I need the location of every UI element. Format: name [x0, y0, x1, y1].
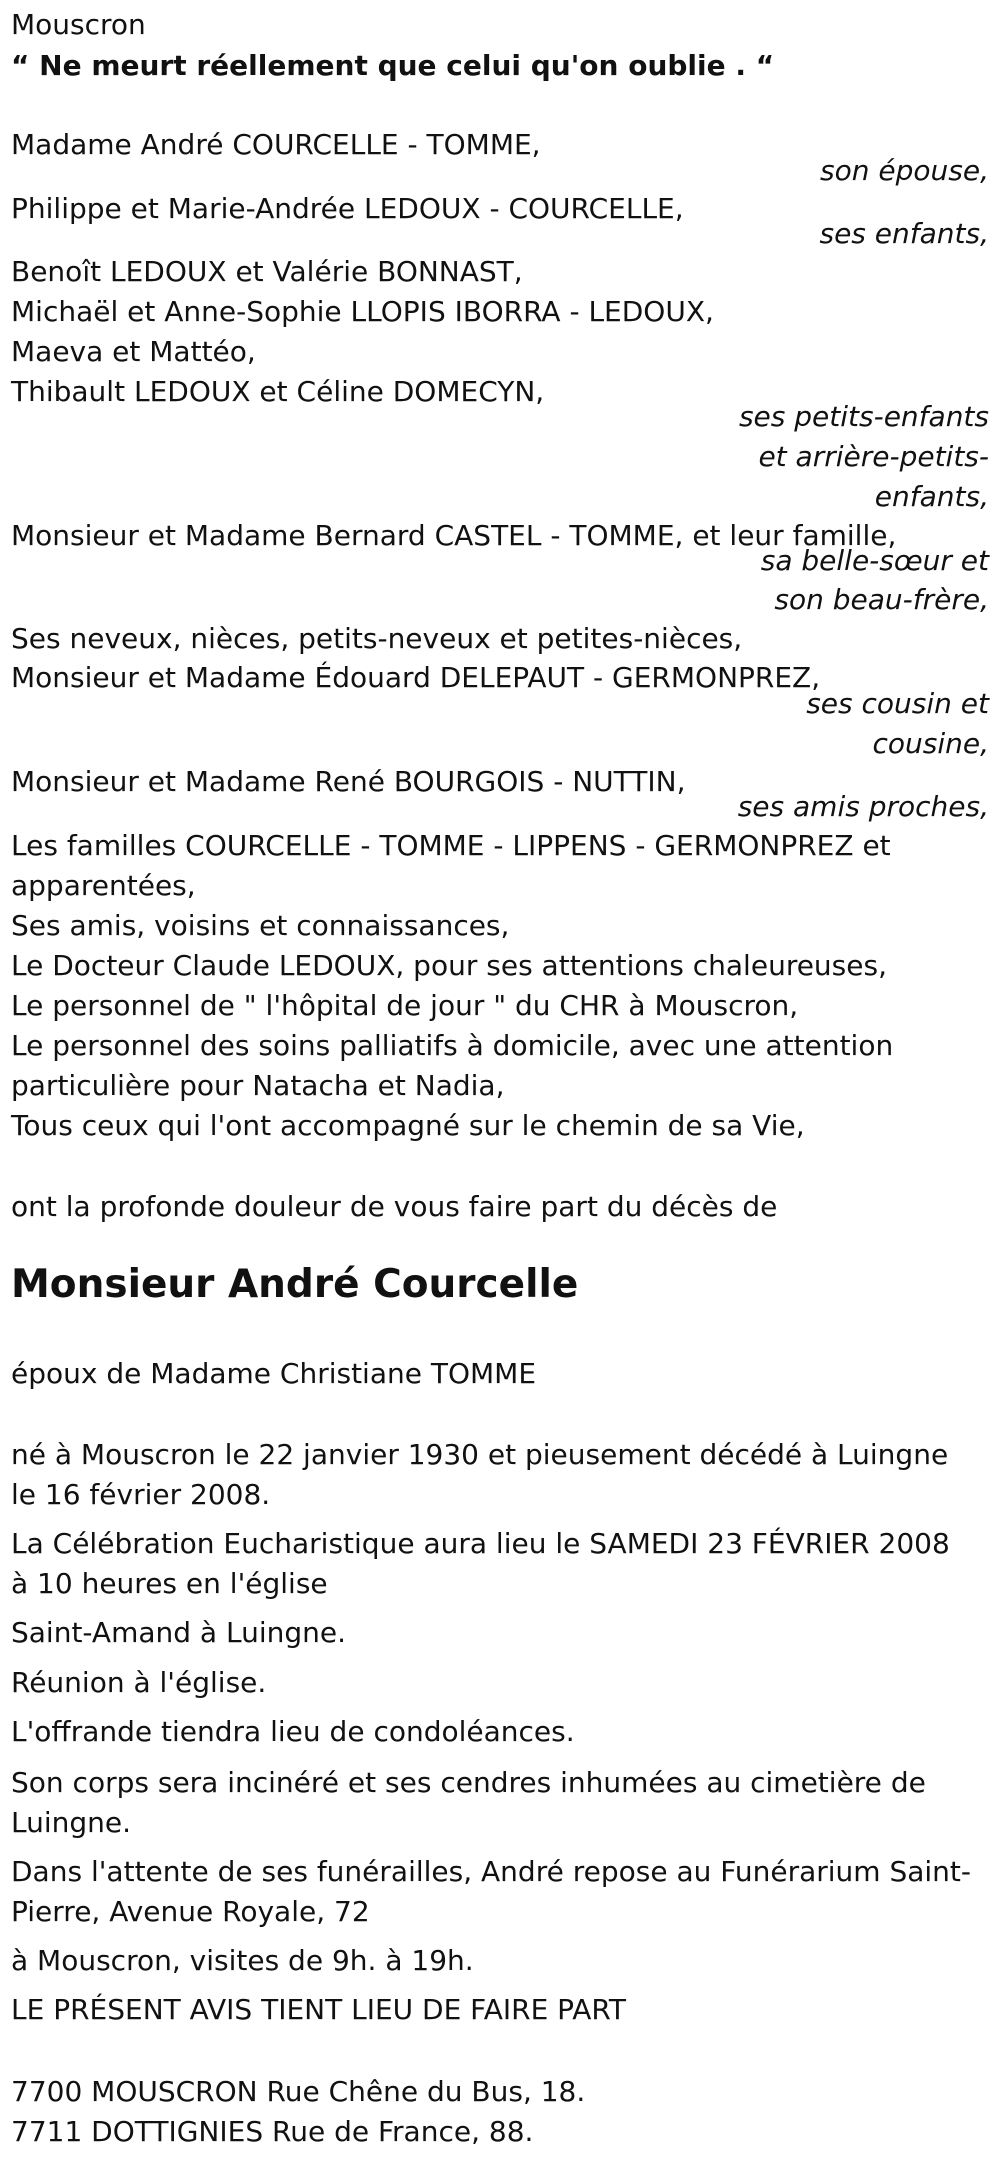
others-line: Tous ceux qui l'ont accompagné sur le chemin de sa Vie, [11, 1109, 805, 1142]
others-line: Le Docteur Claude LEDOUX, pour ses attentions chaleureuses, [11, 949, 887, 982]
memorial-quote: “ Ne meurt réellement que celui qu'on oublie . “ [11, 49, 775, 82]
spouse-line: époux de Madame Christiane TOMME [11, 1357, 537, 1390]
announcement: ont la profonde douleur de vous faire part du décès de [11, 1190, 778, 1223]
others-line: Les familles COURCELLE - TOMME - LIPPENS - GERMONPREZ et [11, 829, 891, 862]
family-line: Maeva et Mattéo, [11, 335, 256, 368]
relation-label: son beau-frère, [774, 583, 989, 616]
others-line: particulière pour Natacha et Nadia, [11, 1069, 505, 1102]
meeting-line: Réunion à l'église. [11, 1666, 267, 1699]
ceremony-line: La Célébration Eucharistique aura lieu le SAMEDI 23 FÉVRIER 2008 à 10 heures en l'église [11, 1527, 950, 1600]
address-line: 7711 DOTTIGNIES Rue de France, 88. [11, 2115, 534, 2148]
deceased-name: Monsieur André Courcelle [11, 1262, 579, 1307]
birth-death-line: né à Mouscron le 22 janvier 1930 et pieusement décédé à Luingne le 16 février 2008. [11, 1438, 949, 1511]
faire-part-line: LE PRÉSENT AVIS TIENT LIEU DE FAIRE PART [11, 1993, 626, 2026]
relation-label: son épouse, [820, 154, 989, 187]
relation-label: ses enfants, [819, 217, 989, 250]
others-line: apparentées, [11, 869, 196, 902]
others-line: Ses amis, voisins et connaissances, [11, 909, 510, 942]
relation-label: enfants, [874, 480, 989, 513]
family-line: Thibault LEDOUX et Céline DOMECYN, [11, 375, 545, 408]
family-line: Benoît LEDOUX et Valérie BONNAST, [11, 255, 523, 288]
others-line: Le personnel de " l'hôpital de jour " du CHR à Mouscron, [11, 989, 799, 1022]
others-line: Le personnel des soins palliatifs à domicile, avec une attention [11, 1029, 894, 1062]
visits-line: à Mouscron, visites de 9h. à 19h. [11, 1944, 474, 1977]
relation-label: sa belle-sœur et [760, 544, 989, 577]
burial-line: Son corps sera incinéré et ses cendres inhumées au cimetière de Luingne. [11, 1766, 926, 1839]
address-line: 7700 MOUSCRON Rue Chêne du Bus, 18. [11, 2075, 586, 2108]
offering-line: L'offrande tiendra lieu de condoléances. [11, 1715, 575, 1748]
city-label: Mouscron [11, 8, 146, 41]
relation-label: ses petits-enfants [738, 400, 989, 433]
family-line: Michaël et Anne-Sophie LLOPIS IBORRA - LEDOUX, [11, 295, 714, 328]
relation-label: cousine, [872, 727, 989, 760]
family-line: Madame André COURCELLE - TOMME, [11, 128, 541, 161]
relation-label: et arrière-petits- [758, 440, 989, 473]
family-line: Philippe et Marie-Andrée LEDOUX - COURCELLE, [11, 192, 684, 225]
family-line: Monsieur et Madame Bernard CASTEL - TOMME, et leur famille, [11, 519, 897, 552]
family-line: Monsieur et Madame René BOURGOIS - NUTTIN, [11, 765, 686, 798]
family-line: Monsieur et Madame Édouard DELEPAUT - GERMONPREZ, [11, 661, 821, 694]
family-line: Ses neveux, nièces, petits-neveux et petites-nièces, [11, 622, 743, 655]
relation-label: ses cousin et [806, 687, 989, 720]
funerarium-line: Dans l'attente de ses funérailles, André repose au Funérarium Saint-Pierre, Avenue Royale, 72 [11, 1855, 971, 1928]
church-line: Saint-Amand à Luingne. [11, 1616, 347, 1649]
relation-label: ses amis proches, [737, 790, 989, 823]
